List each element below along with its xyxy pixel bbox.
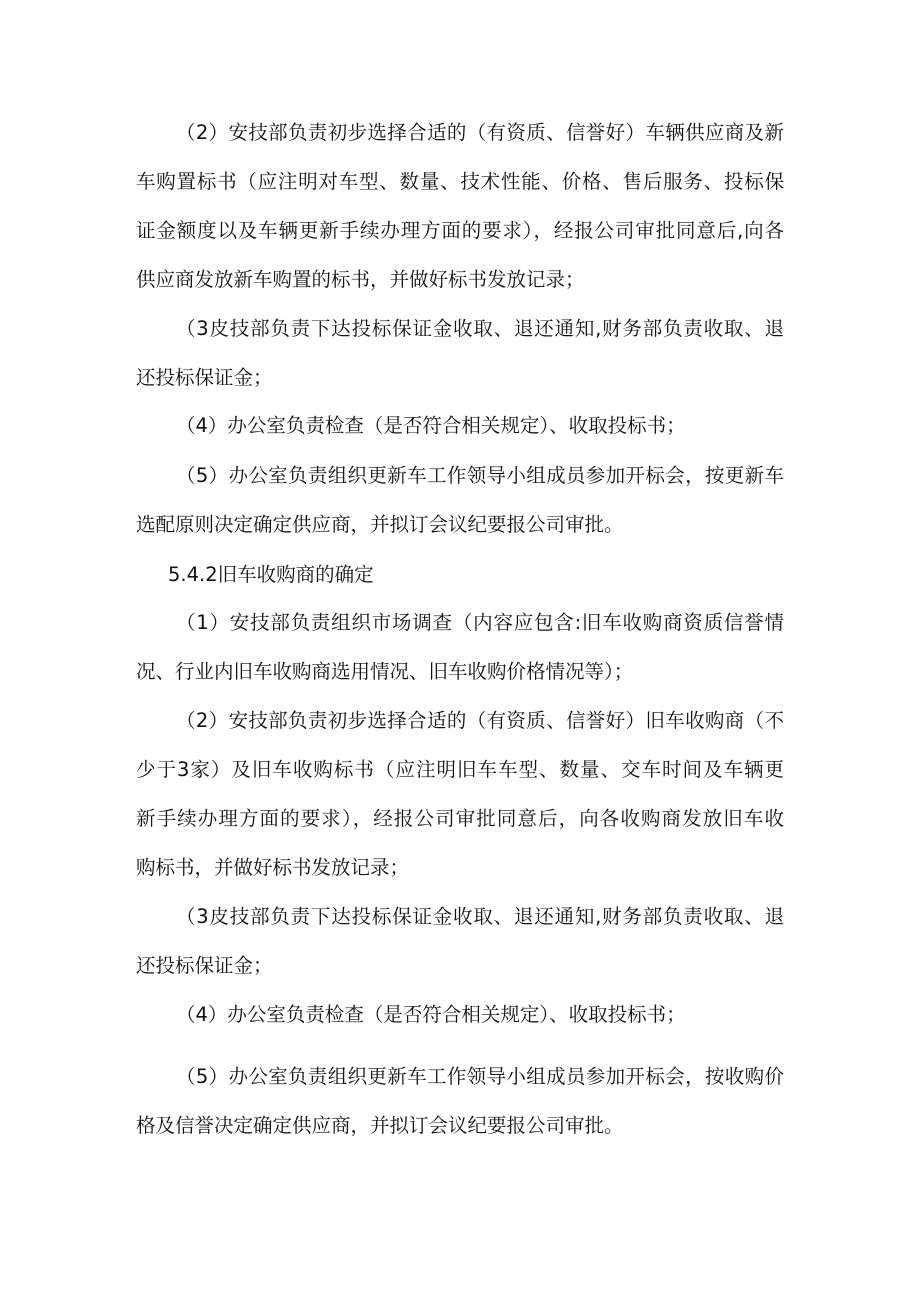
new-car-item-2-line-1: （2）安技部负责初步选择合适的（有资质、信誉好）车辆供应商及新: [176, 121, 784, 144]
old-car-item-3-line-2: 还投标保证金；: [136, 954, 273, 977]
old-car-item-5-line-2: 格及信誉决定确定供应商，并拟订会议纪要报公司审批。: [136, 1114, 624, 1137]
old-car-item-2-line-2: 少于3家）及旧车收购标书（应注明旧车车型、数量、交车时间及车辆更: [136, 758, 784, 781]
old-car-item-2-line-3: 新手续办理方面的要求），经报公司审批同意后，向各收购商发放旧车收: [136, 807, 784, 830]
old-car-item-1-line-2: 况、行业内旧车收购商选用情况、旧车收购价格情况等）；: [136, 660, 634, 683]
new-car-item-3-line-1: （3皮技部负责下达投标保证金收取、退还通知,财务部负责收取、退: [176, 317, 784, 340]
old-car-item-5-line-1: （5）办公室负责组织更新车工作领导小组成员参加开标会，按收购价: [176, 1065, 784, 1088]
new-car-item-4-line-1: （4）办公室负责检查（是否符合相关规定）、收取投标书；: [176, 414, 686, 437]
new-car-item-5-line-2: 选配原则决定确定供应商，并拟订会议纪要报公司审批。: [136, 513, 624, 536]
new-car-item-2-line-4: 供应商发放新车购置的标书，并做好标书发放记录；: [136, 268, 585, 291]
new-car-item-2-line-2: 车购置标书（应注明对车型、数量、技术性能、价格、售后服务、投标保: [136, 170, 784, 193]
new-car-item-3-line-2: 还投标保证金；: [136, 366, 273, 389]
new-car-item-5-line-1: （5）办公室负责组织更新车工作领导小组成员参加开标会，按更新车: [176, 464, 784, 487]
old-car-item-3-line-1: （3皮技部负责下达投标保证金收取、退还通知,财务部负责收取、退: [176, 905, 784, 928]
old-car-item-1-line-1: （1）安技部负责组织市场调查（内容应包含:旧车收购商资质信誉情: [176, 611, 784, 634]
old-car-item-4-line-1: （4）办公室负责检查（是否符合相关规定）、收取投标书；: [176, 1003, 686, 1026]
old-car-item-2-line-4: 购标书，并做好标书发放记录；: [136, 856, 410, 879]
old-car-item-2-line-1: （2）安技部负责初步选择合适的（有资质、信誉好）旧车收购商（不: [176, 709, 784, 732]
section-heading: 5.4.2旧车收购商的确定: [168, 563, 374, 586]
new-car-item-2-line-3: 证金额度以及车辆更新手续办理方面的要求），经报公司审批同意后,向各: [136, 219, 784, 242]
